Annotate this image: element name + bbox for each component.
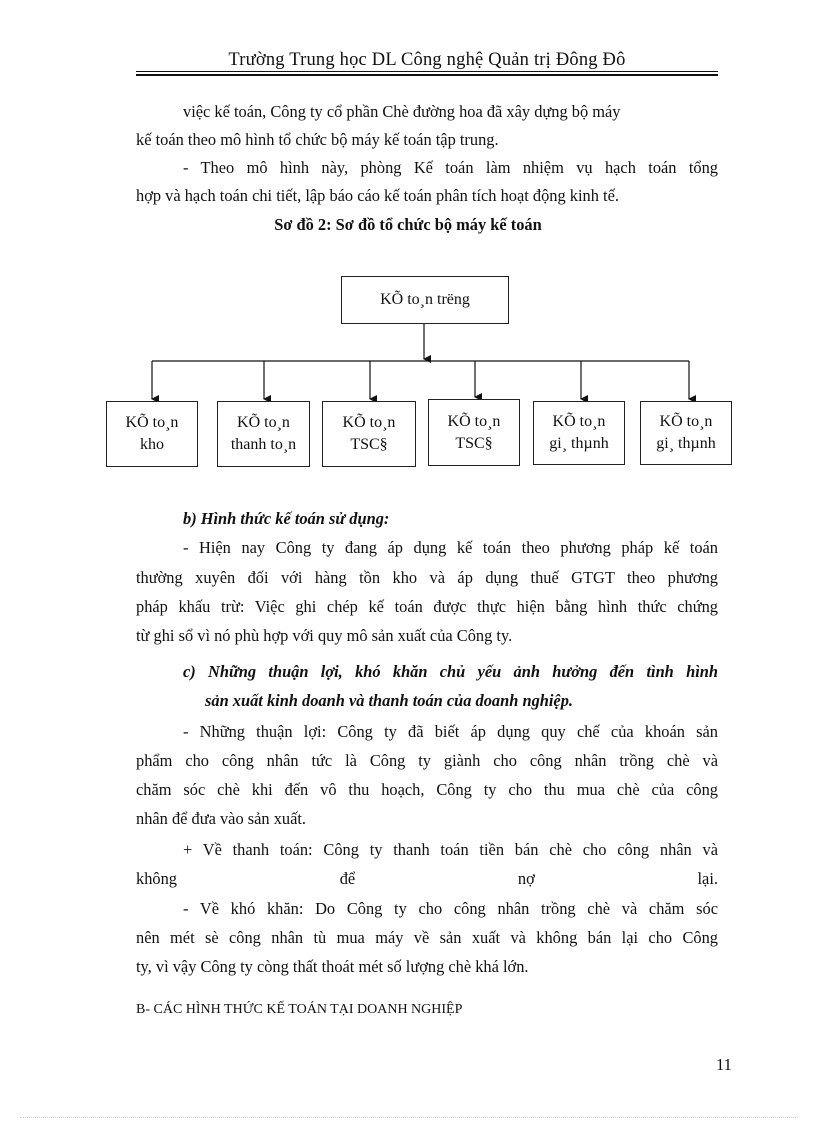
section-c-p1-line1: - Những thuận lợi: Công ty đã biết áp dụng quy chế của khoán sản bbox=[183, 722, 718, 741]
footer-divider bbox=[20, 1117, 796, 1118]
p2-word-3: nợ bbox=[517, 869, 535, 888]
page-header-title: Trường Trung học DL Công nghệ Quản trị Đông Đô bbox=[228, 50, 626, 70]
section-c-heading-line2: sản xuất kinh doanh và thanh toán của doanh nghiệp. bbox=[205, 691, 574, 710]
diagram-child-box-3 bbox=[322, 401, 416, 467]
child-5-line2: gi¸ thµnh bbox=[549, 435, 609, 452]
paragraph1-line2: kế toán theo mô hình tổ chức bộ máy kế toán tập trung. bbox=[136, 130, 499, 149]
diagram-title: Sơ đồ 2: Sơ đồ tổ chức bộ máy kế toán bbox=[274, 215, 542, 234]
diagram-child-box-2 bbox=[217, 401, 310, 467]
header-rule-thin bbox=[136, 71, 718, 72]
child-3-line1: KÕ to¸n bbox=[342, 414, 396, 431]
child-4-line2: TSC§ bbox=[455, 434, 493, 452]
section-b-heading: b) Hình thức kế toán sử dụng: bbox=[183, 509, 390, 528]
section-c-p1-line2: phẩm cho công nhân tức là Công ty giành cho công nhân trồng chè và bbox=[136, 751, 718, 770]
diagram-root-box bbox=[341, 276, 509, 324]
child-6-line2: gi¸ thµnh bbox=[656, 435, 716, 452]
diagram-child-box-5 bbox=[533, 401, 625, 465]
child-2-line1: KÕ to¸n bbox=[237, 414, 290, 431]
section-c-p2-line1: + Về thanh toán: Công ty thanh toán tiền bán chè cho công nhân và bbox=[183, 840, 718, 859]
diagram-child-box-4 bbox=[428, 399, 520, 466]
section-c-heading-line1: c) Những thuận lợi, khó khăn chủ yếu ảnh hưởng đến tình hình bbox=[183, 662, 718, 681]
child-2-line2: thanh to¸n bbox=[230, 436, 297, 453]
child-1-line1: KÕ to¸n bbox=[125, 414, 179, 431]
section-b-line2: thường xuyên đối với hàng tồn kho và áp dụng thuế GTGT theo phương bbox=[136, 568, 718, 587]
section-c-p2-line2 bbox=[136, 869, 718, 889]
diagram-root-label: KÕ to¸n trëng bbox=[380, 291, 470, 308]
diagram-child-box-6 bbox=[640, 401, 732, 465]
child-6-line1: KÕ to¸n bbox=[659, 413, 713, 430]
p2-word-4: lại. bbox=[697, 869, 718, 888]
child-1-line2: kho bbox=[139, 436, 164, 453]
child-4-line1: KÕ to¸n bbox=[447, 412, 501, 430]
section-c-p3-line1: - Về khó khăn: Do Công ty cho công nhân trồng chè và chăm sóc bbox=[183, 899, 718, 918]
section-b-line4: từ ghi sổ vì nó phù hợp với quy mô sản xuất của Công ty. bbox=[136, 626, 513, 645]
section-title: B- CÁC HÌNH THỨC KẾ TOÁN TẠI DOANH NGHIỆP bbox=[136, 1002, 463, 1017]
diagram-child-box-1 bbox=[106, 401, 198, 467]
header-rule-thick bbox=[136, 74, 718, 76]
section-c-p3-line2: nên mét sè công nhân tù mua máy về sản xuất và không bán lại cho Công bbox=[136, 928, 718, 947]
section-b-line3: pháp khấu trừ: Việc ghi chép kế toán được thực hiện bằng hình thức chứng bbox=[136, 597, 718, 616]
section-c-p1-line3: chăm sóc chè khi đến vô thu hoạch, Công ty cho thu mua chè của công bbox=[136, 780, 718, 799]
section-c-p3-line3: ty, vì vậy Công ty còng thất thoát mét số lượng chè khá lớn. bbox=[136, 957, 529, 976]
paragraph2-line2: hợp và hạch toán chi tiết, lập báo cáo kế toán phân tích hoạt động kinh tế. bbox=[136, 186, 619, 205]
child-3-line2: TSC§ bbox=[350, 436, 388, 453]
p2-word-1: không bbox=[136, 869, 177, 888]
section-b-line1: - Hiện nay Công ty đang áp dụng kế toán theo phương pháp kế toán bbox=[183, 538, 718, 557]
child-5-line1: KÕ to¸n bbox=[552, 413, 606, 430]
paragraph1-line1: việc kế toán, Công ty cổ phần Chè đường hoa đã xây dựng bộ máy bbox=[183, 102, 621, 121]
p2-word-2: để bbox=[339, 869, 356, 888]
page-number: 11 bbox=[716, 1055, 732, 1074]
paragraph2-line1: - Theo mô hình này, phòng Kế toán làm nhiệm vụ hạch toán tổng bbox=[183, 158, 718, 177]
section-c-p1-line4: nhân để đưa vào sản xuất. bbox=[136, 809, 307, 828]
